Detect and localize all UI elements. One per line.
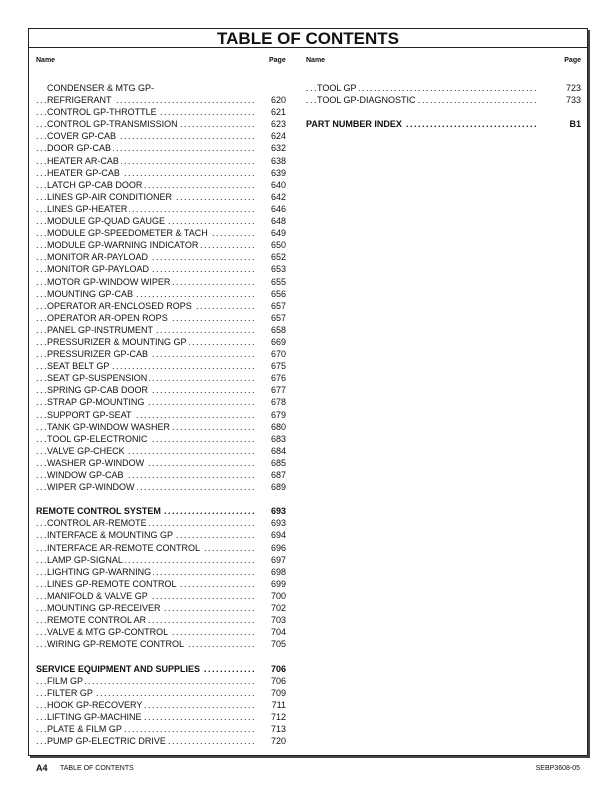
toc-entry[interactable]: [36, 82, 286, 94]
entry-name: PANEL GP-INSTRUMENT: [47, 324, 154, 335]
spacer: [36, 493, 286, 505]
entry-page: 713: [270, 723, 286, 734]
doc-number: SEBP3608-05: [535, 765, 580, 772]
entry-page: 657: [270, 300, 286, 311]
entry-name: MOUNTING GP-CAB: [47, 288, 134, 299]
entry-page: 623: [270, 119, 286, 130]
entry-page: 706: [270, 663, 286, 674]
toc-entry[interactable]: [36, 735, 286, 747]
entry-page: 694: [270, 530, 286, 541]
entry-name: REMOTE CONTROL SYSTEM: [36, 506, 161, 517]
toc-section[interactable]: [36, 505, 286, 517]
toc-entry[interactable]: [36, 421, 286, 433]
toc-entry[interactable]: [36, 566, 286, 578]
entry-page: 638: [270, 155, 286, 166]
entry-name: MODULE GP-WARNING INDICATOR: [47, 240, 199, 251]
entry-page: 711: [271, 699, 286, 710]
toc-entry[interactable]: [36, 118, 286, 130]
entry-page: 733: [565, 95, 581, 106]
footer-title: TABLE OF CONTENTS: [60, 765, 134, 772]
entry-name: VALVE & MTG GP-CONTROL: [47, 627, 169, 638]
toc-entry[interactable]: [36, 517, 286, 529]
toc-entry[interactable]: [36, 687, 286, 699]
toc-entry[interactable]: [36, 384, 286, 396]
toc-frame: [28, 28, 588, 756]
entry-name: LINES GP-REMOTE CONTROL: [47, 578, 177, 589]
entry-name: OPERATOR AR-OPEN ROPS: [47, 312, 168, 323]
entry-name: REMOTE CONTROL AR: [47, 615, 147, 626]
toc-entry[interactable]: [36, 360, 286, 372]
entry-name: HOOK GP-RECOVERY: [47, 699, 143, 710]
entry-page: 677: [270, 385, 286, 396]
page-title: TABLE OF CONTENTS: [29, 29, 587, 48]
entry-name: WASHER GP-WINDOW: [47, 457, 145, 468]
entry-page: 706: [270, 675, 286, 686]
entry-name: LIGHTING GP-WARNING: [47, 566, 152, 577]
entry-name: INTERFACE AR-REMOTE CONTROL: [47, 542, 201, 553]
entry-name: TOOL GP-DIAGNOSTIC: [317, 95, 416, 106]
entry-page: 655: [270, 276, 286, 287]
entry-name: SERVICE EQUIPMENT AND SUPPLIES: [36, 663, 201, 674]
entry-name: PUMP GP-ELECTRIC DRIVE: [47, 736, 166, 747]
entry-name: MODULE GP-SPEEDOMETER & TACH: [47, 228, 208, 239]
toc-entry[interactable]: [36, 409, 286, 421]
toc-entry[interactable]: [36, 554, 286, 566]
entry-page: 712: [270, 711, 286, 722]
toc-entry[interactable]: [36, 130, 286, 142]
toc-entry[interactable]: [36, 324, 286, 336]
toc-entry[interactable]: [36, 179, 286, 191]
entry-page: 675: [270, 361, 286, 372]
toc-entry[interactable]: [36, 711, 286, 723]
toc-entry[interactable]: [36, 614, 286, 626]
entry-page: [256, 82, 286, 94]
entry-name: WIRING GP-REMOTE CONTROL: [47, 639, 184, 650]
entry-page: 624: [270, 131, 286, 142]
entry-name: DOOR GP-CAB: [47, 143, 112, 154]
entry-page: 703: [270, 615, 286, 626]
entry-name: SEAT BELT GP: [47, 361, 110, 372]
entry-name: PART NUMBER INDEX: [306, 119, 402, 130]
entry-page: 680: [270, 421, 286, 432]
toc-entry[interactable]: [36, 348, 286, 360]
toc-entry[interactable]: [36, 276, 286, 288]
entry-name: COVER GP-CAB: [47, 131, 117, 142]
entry-name: MODULE GP-QUAD GAUGE: [47, 216, 166, 227]
toc-section[interactable]: [306, 118, 581, 130]
entry-page: 723: [565, 83, 581, 93]
entry-name: CONDENSER & MTG GP-: [47, 83, 155, 93]
entry-name: SEAT GP-SUSPENSION: [47, 373, 148, 384]
entry-name: PLATE & FILM GP: [47, 723, 122, 734]
entry-page: 657: [270, 312, 286, 323]
entry-name: CONTROL AR-REMOTE: [47, 518, 147, 529]
toc-entry[interactable]: [36, 433, 286, 445]
entry-name: PRESSURIZER & MOUNTING GP: [47, 336, 187, 347]
entry-name: WIPER GP-WINDOW: [47, 482, 135, 493]
toc-entry[interactable]: [36, 626, 286, 638]
entry-page: 687: [270, 470, 286, 480]
toc-entry[interactable]: [36, 142, 286, 154]
entry-name: VALVE GP-CHECK: [47, 445, 125, 456]
toc-entry[interactable]: [36, 227, 286, 239]
entry-page: 699: [270, 578, 286, 589]
entry-name: SUPPORT GP-SEAT: [47, 409, 132, 420]
toc-entry[interactable]: [36, 94, 286, 106]
toc-entry[interactable]: [36, 638, 286, 650]
spacer: [306, 106, 581, 118]
entry-page: B1: [569, 119, 581, 130]
entry-page: 646: [270, 203, 286, 214]
entry-name: LINES GP-HEATER: [47, 203, 128, 214]
entry-name: MONITOR AR-PAYLOAD: [47, 252, 149, 263]
entry-page: 670: [270, 349, 286, 360]
entry-page: 621: [270, 107, 286, 118]
entry-name: TANK GP-WINDOW WASHER: [47, 421, 170, 432]
toc-entry[interactable]: [36, 263, 286, 275]
entry-page: 683: [270, 433, 286, 444]
toc-entry[interactable]: [36, 723, 286, 735]
toc-entry[interactable]: [36, 203, 286, 215]
toc-entry[interactable]: [36, 481, 286, 493]
toc-entry[interactable]: [36, 155, 286, 167]
entry-page: 650: [270, 240, 286, 251]
toc-entry[interactable]: [36, 469, 286, 481]
toc-entry[interactable]: [36, 675, 286, 687]
entry-page: 685: [270, 457, 286, 468]
toc-entry[interactable]: [36, 578, 286, 590]
entry-name: REFRIGERANT: [47, 95, 112, 106]
entry-page: 693: [270, 518, 286, 529]
entry-page: 678: [270, 397, 286, 408]
toc-left-column: [36, 82, 286, 747]
entry-name: WINDOW GP-CAB: [47, 470, 124, 480]
entry-page: 640: [270, 179, 286, 190]
toc-entry[interactable]: [36, 300, 286, 312]
entry-name: CONTROL GP-TRANSMISSION: [47, 119, 178, 130]
entry-name: LINES GP-AIR CONDITIONER: [47, 191, 173, 202]
entry-name: STRAP GP-MOUNTING: [47, 397, 145, 408]
entry-name: FILTER GP: [47, 687, 93, 698]
entry-page: 689: [270, 482, 286, 493]
entry-page: 693: [270, 506, 286, 517]
entry-page: 704: [270, 627, 286, 638]
entry-page: 669: [270, 336, 286, 347]
entry-page: 656: [270, 288, 286, 299]
entry-name: LAMP GP-SIGNAL: [47, 554, 123, 565]
toc-entry[interactable]: [36, 396, 286, 408]
entry-name: MOUNTING GP-RECEIVER: [47, 603, 161, 614]
entry-name: OPERATOR AR-ENCLOSED ROPS: [47, 300, 192, 311]
toc-entry[interactable]: [36, 336, 286, 348]
entry-page: 649: [270, 228, 286, 239]
entry-name: TOOL GP: [317, 83, 357, 93]
entry-page: 698: [270, 566, 286, 577]
toc-entry[interactable]: [36, 457, 286, 469]
toc-entry[interactable]: [36, 312, 286, 324]
toc-entry[interactable]: [306, 94, 581, 106]
toc-entry[interactable]: [36, 251, 286, 263]
entry-page: 697: [270, 554, 286, 565]
entry-page: 676: [270, 373, 286, 384]
toc-entry[interactable]: [36, 288, 286, 300]
page-header-right: Page: [564, 57, 581, 64]
entry-page: 700: [270, 590, 286, 601]
toc-entry[interactable]: [36, 372, 286, 384]
entry-name: MOTOR GP-WINDOW WIPER: [47, 276, 171, 287]
toc-entry[interactable]: [36, 239, 286, 251]
entry-name: LIFTING GP-MACHINE: [47, 711, 142, 722]
toc-entry[interactable]: [36, 529, 286, 541]
toc-entry[interactable]: [36, 191, 286, 203]
entry-page: 642: [270, 191, 286, 202]
entry-name: INTERFACE & MOUNTING GP: [47, 530, 174, 541]
toc-entry[interactable]: [36, 445, 286, 457]
toc-entry[interactable]: [36, 167, 286, 179]
entry-name: HEATER AR-CAB: [47, 155, 119, 166]
entry-page: 720: [270, 736, 286, 747]
entry-name: MANIFOLD & VALVE GP: [47, 590, 148, 601]
toc-entry[interactable]: [306, 82, 581, 94]
toc-entry[interactable]: [36, 590, 286, 602]
entry-name: TOOL GP-ELECTRONIC: [47, 433, 148, 444]
entry-page: 684: [270, 445, 286, 456]
name-header-left: Name: [36, 57, 56, 64]
entry-name: MONITOR GP-PAYLOAD: [47, 264, 150, 275]
entry-page: 679: [270, 409, 286, 420]
entry-page: 705: [270, 639, 286, 650]
entry-page: 658: [270, 324, 286, 335]
toc-entry[interactable]: [36, 106, 286, 118]
name-header-right: Name: [306, 57, 326, 64]
entry-name: CONTROL GP-THROTTLE: [47, 107, 157, 118]
toc-entry[interactable]: [36, 215, 286, 227]
entry-page: 652: [270, 252, 286, 263]
entry-page: 632: [270, 143, 286, 154]
entry-name: HEATER GP-CAB: [47, 167, 120, 178]
entry-page: 696: [270, 542, 286, 553]
toc-entry[interactable]: [36, 699, 286, 711]
entry-name: SPRING GP-CAB DOOR: [47, 385, 149, 396]
entry-page: 639: [270, 167, 286, 178]
toc-entry[interactable]: [36, 542, 286, 554]
toc-section[interactable]: [36, 663, 286, 675]
entry-page: 709: [270, 687, 286, 698]
entry-name: LATCH GP-CAB DOOR: [47, 179, 143, 190]
spacer: [36, 650, 286, 662]
entry-page: 648: [270, 216, 286, 227]
entry-page: 653: [270, 264, 286, 275]
toc-entry[interactable]: [36, 602, 286, 614]
entry-page: 702: [270, 603, 286, 614]
page-header-left: Page: [269, 57, 286, 64]
entry-name: PRESSURIZER GP-CAB: [47, 349, 149, 360]
toc-right-column: [306, 82, 581, 130]
entry-page: 620: [270, 95, 286, 106]
entry-name: FILM GP: [47, 675, 84, 686]
page-number: A4: [36, 763, 48, 773]
